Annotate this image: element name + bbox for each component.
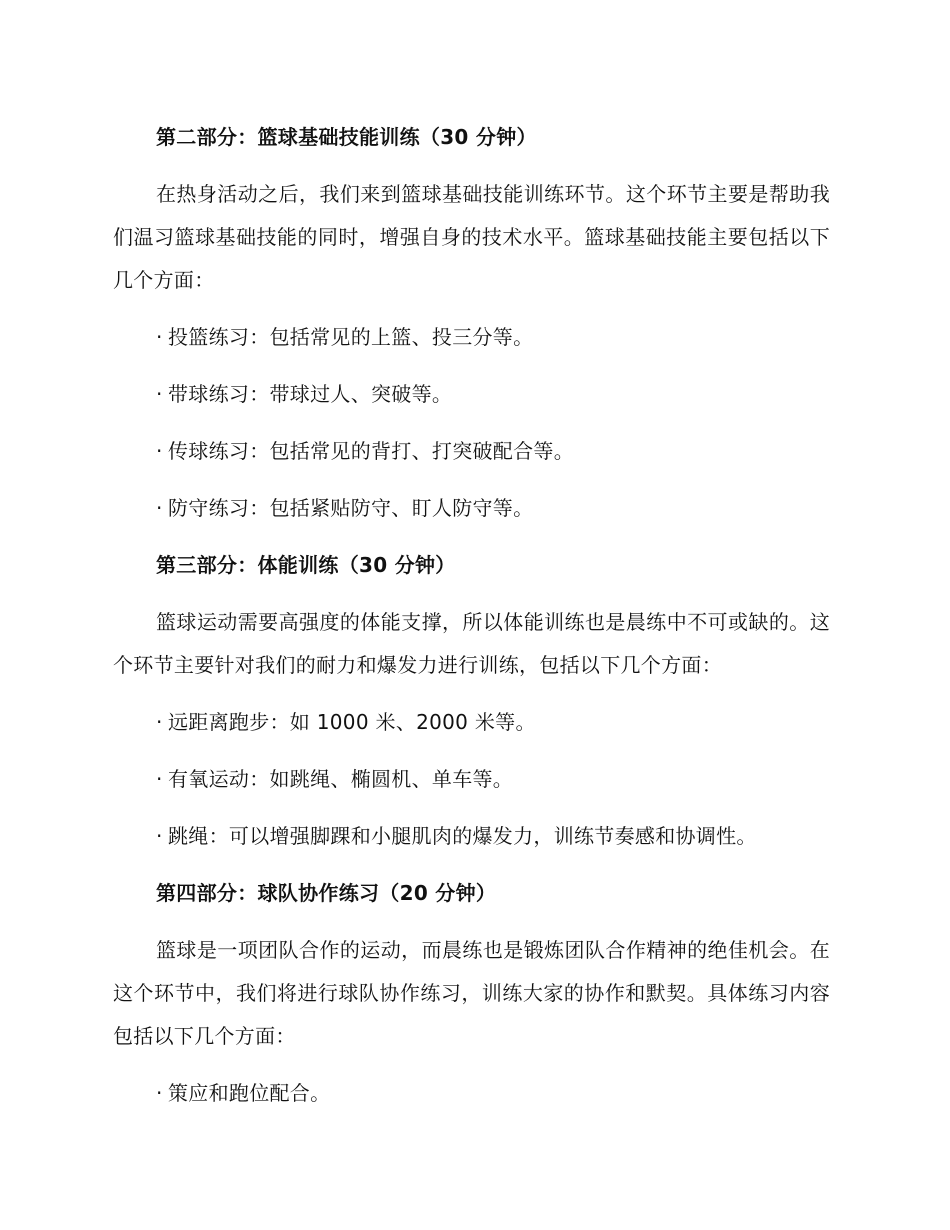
- list-item: · 远距离跑步：如 1000 米、2000 米等。: [113, 701, 830, 744]
- list-item: · 策应和跑位配合。: [113, 1072, 830, 1115]
- list-item: · 带球练习：带球过人、突破等。: [113, 373, 830, 416]
- section-paragraph-3: 篮球运动需要高强度的体能支撑，所以体能训练也是晨练中不可或缺的。这个环节主要针对我们的耐力和爆发力进行训练，包括以下几个方面：: [113, 610, 830, 677]
- section-heading-3: 第三部分：体能训练（30 分钟）: [156, 553, 456, 577]
- list-item: · 传球练习：包括常见的背打、打突破配合等。: [113, 430, 830, 473]
- bullet-glyph: ·: [156, 767, 163, 791]
- bullet-glyph: ·: [156, 382, 163, 406]
- list-item: · 防守练习：包括紧贴防守、盯人防守等。: [113, 487, 830, 530]
- bullet-glyph: ·: [156, 496, 163, 520]
- bullet-glyph: ·: [156, 824, 163, 848]
- section-paragraph-2: 在热身活动之后，我们来到篮球基础技能训练环节。这个环节主要是帮助我们温习篮球基础技能的同时，增强自身的技术水平。篮球基础技能主要包括以下几个方面：: [113, 182, 830, 292]
- bullet-glyph: ·: [156, 1081, 163, 1105]
- bullet-glyph: ·: [156, 325, 163, 349]
- bullet-glyph: ·: [156, 439, 163, 463]
- list-item: · 投篮练习：包括常见的上篮、投三分等。: [113, 316, 830, 359]
- section-heading-4: 第四部分：球队协作练习（20 分钟）: [156, 881, 497, 905]
- section-paragraph-4: 篮球是一项团队合作的运动，而晨练也是锻炼团队合作精神的绝佳机会。在这个环节中，我们将进行球队协作练习，训练大家的协作和默契。具体练习内容包括以下几个方面：: [113, 938, 830, 1048]
- bullet-glyph: ·: [156, 710, 163, 734]
- section-heading-2: 第二部分：篮球基础技能训练（30 分钟）: [156, 125, 537, 149]
- list-item: · 跳绳：可以增强脚踝和小腿肌肉的爆发力，训练节奏感和协调性。: [113, 815, 830, 858]
- list-item: · 有氧运动：如跳绳、椭圆机、单车等。: [113, 758, 830, 801]
